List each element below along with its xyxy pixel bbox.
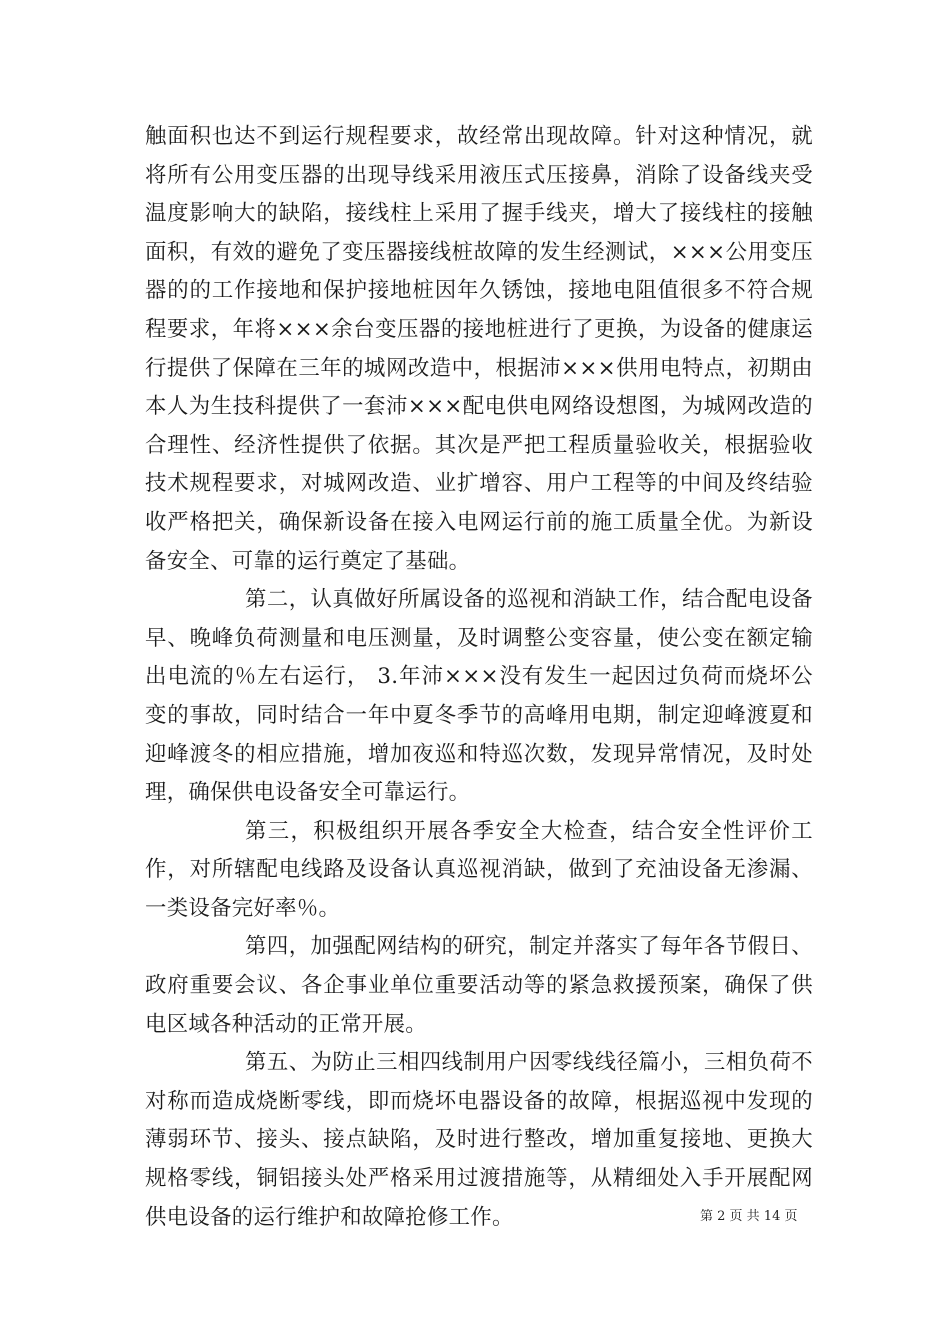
paragraph-2: 第二，认真做好所属设备的巡视和消缺工作，结合配电设备早、晚峰负荷测量和电压测量，及时调整公变容量，使公变在额定输出电流的％左右运行， 3.年沛×××没有发生一起因过负荷而烧坏公变的事故，同时结合一年中夏冬季节的高峰用电期，制定迎峰渡夏和迎峰渡冬的相应措施，增加夜巡和特巡次数，发现异常情况，及时处理，确保供电设备安全可靠运行。 [145, 587, 813, 806]
paragraph-1: 触面积也达不到运行规程要求，故经常出现故障。针对这种情况，就将所有公用变压器的出现导线采用液压式压接鼻，消除了设备线夹受温度影响大的缺陷，接线柱上采用了握手线夹，增大了接线柱的接触面积，有效的避免了变压器接线桩故障的发生经测试，×××公用变压器的的工作接地和保护接地桩因年久锈蚀，接地电阻值很多不符合规程要求，年将×××余台变压器的接地桩进行了更换，为设备的健康运行提供了保障在三年的城网改造中，根据沛×××供用电特点，初期由本人为生技科提供了一套沛×××配电供电网络设想图，为城网改造的合理性、经济性提供了依据。其次是严把工程质量验收关，根据验收技术规程要求，对城网改造、业扩增容、用户工程等的中间及终结验收严格把关，确保新设备在接入电网运行前的施工质量全优。为新设备安全、可靠的运行奠定了基础。 [145, 124, 813, 574]
paragraph-4: 第四，加强配网结构的研究，制定并落实了每年各节假日、政府重要会议、各企事业单位重要活动等的紧急救援预案，确保了供电区域各种活动的正常开展。 [145, 934, 813, 1037]
paragraph-5: 第五、为防止三相四线制用户因零线线径篇小，三相负荷不对称而造成烧断零线，即而烧坏电器设备的故障，根据巡视中发现的薄弱环节、接头、接点缺陷，及时进行整改，增加重复接地、更换大规格零线，铜铝接头处严格采用过渡措施等，从精细处入手开展配网供电设备的运行维护和故障抢修工作。 [145, 1050, 813, 1230]
page-number-footer: 第 2 页 共 14 页 [700, 1209, 798, 1224]
document-body [145, 118, 813, 1237]
paragraph-3: 第三，积极组织开展各季安全大检查，结合安全性评价工作，对所辖配电线路及设备认真巡视消缺，做到了充油设备无渗漏、一类设备完好率％。 [145, 818, 813, 921]
